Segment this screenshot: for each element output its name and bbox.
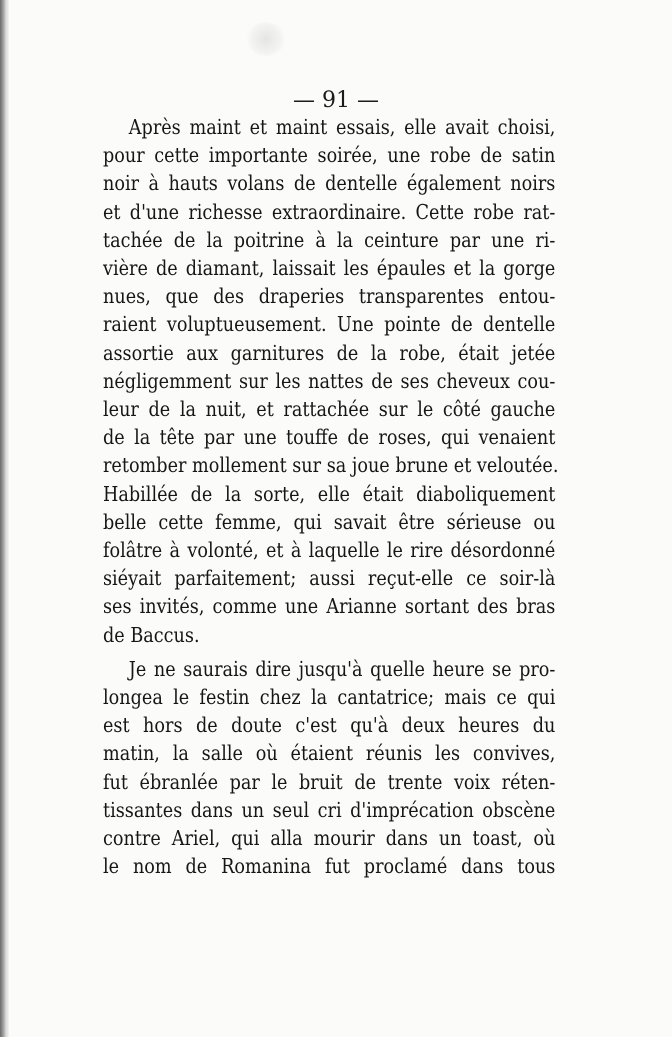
text-line: ses invités, comme une Arianne sortant des bras [103,594,556,619]
text-line: raient voluptueusement. Une pointe de dentelle [103,312,556,337]
text-line: de Baccus. [103,622,200,647]
text-line: Je ne saurais dire jusqu'à quelle heure se pro- [128,656,556,681]
text-line: Après maint et maint essais, elle avait choisi, [128,115,556,139]
text-line: pour cette importante soirée, une robe de satin [103,143,556,168]
text-line: leur de la nuit, et rattachée sur le côté gauche [103,397,556,422]
text-line: Habillée de la sorte, elle était diaboliquement [103,481,556,506]
text-line: assortie aux garnitures de la robe, était jetée [103,340,556,365]
text-line: tachée de la poitrine à la ceinture par une ri- [103,227,556,252]
ink-smudge [246,22,286,56]
text-line: matin, la salle où étaient réunis les convives, [103,741,556,766]
text-line: le nom de Romanina fut proclamé dans tous [103,854,556,879]
text-line: longea le festin chez la cantatrice; mais ce qui [103,685,556,710]
text-line: siéyait parfaitement; aussi reçut-elle ce soir-là [103,566,556,591]
text-line: noir à hauts volans de dentelle également noirs [103,171,556,196]
text-line: vière de diamant, laissait les épaules et la gorge [103,256,556,281]
text-line: fut ébranlée par le bruit de trente voix réten- [103,769,556,794]
body-text [103,113,559,880]
page-binding-edge [0,0,9,1037]
text-line: belle cette femme, qui savait être sérieuse ou [103,509,556,534]
text-line: est hors de doute c'est qu'à deux heures du [103,713,556,738]
text-line: retomber mollement sur sa joue brune et veloutée. [103,453,559,478]
text-line: folâtre à volonté, et à laquelle le rire désordonné [103,538,556,563]
page-number: — 91 — [293,88,379,113]
text-line: tissantes dans un seul cri d'imprécation obscène [103,797,556,822]
text-line: nues, que des draperies transparentes entou- [103,284,556,309]
text-line: contre Ariel, qui alla mourir dans un toast, où [103,826,556,851]
text-line: négligemment sur les nattes de ses cheveux cou- [103,368,556,393]
text-line: et d'une richesse extraordinaire. Cette robe rat- [103,199,556,224]
text-line: de la tête par une touffe de roses, qui venaient [103,425,556,450]
